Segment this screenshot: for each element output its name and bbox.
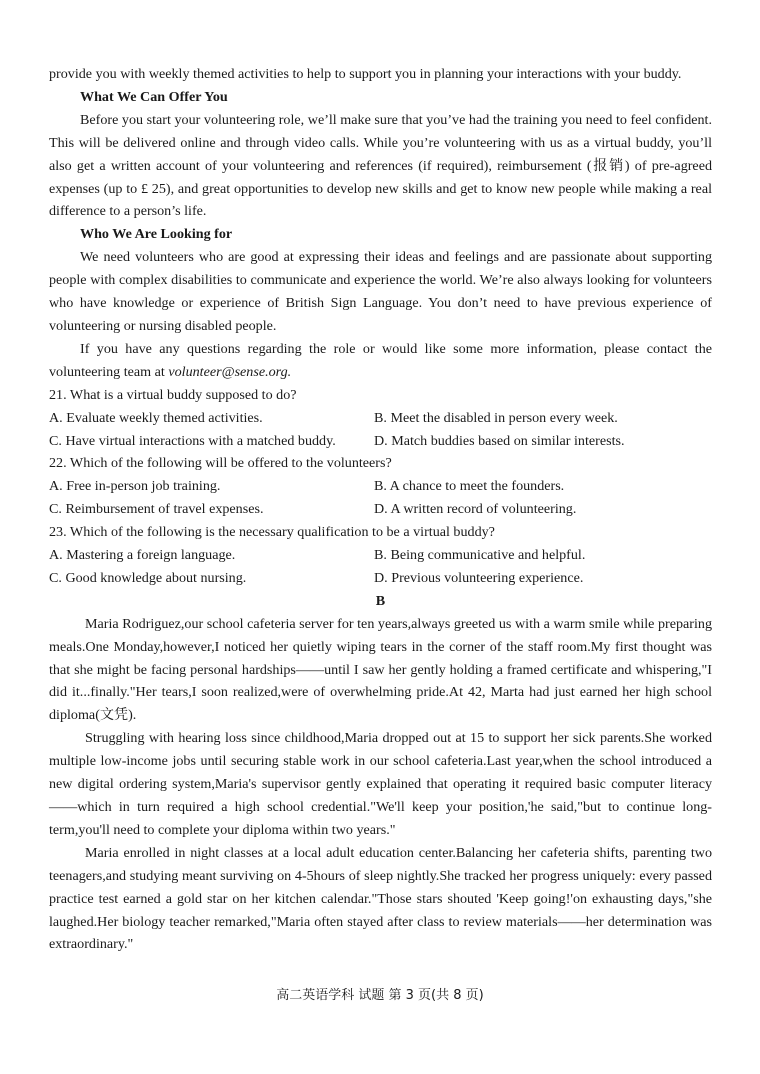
options-row <box>49 544 712 567</box>
passage-b-paragraph-3: Maria enrolled in night classes at a local adult education center.Balancing her cafeteria shifts, parenting two teenagers,and studying meant surviving on 4-5hours of sleep nightly.She tracked her progress uniquely: every passed practice test earned a gold star on her kitchen calendar."Those stars shouted 'Keep going!'on exhausting days,"she laughed.Her biology teacher remarked,"Maria often stayed after class to review materials——her determination was extraordinary." <box>49 844 712 953</box>
section-b-label: B <box>375 592 386 609</box>
question-21 <box>49 384 712 453</box>
option-d: D. Previous volunteering experience. <box>374 569 584 586</box>
offer-heading: What We Can Offer You <box>80 88 228 105</box>
question-23 <box>49 521 712 590</box>
options-row <box>49 475 712 498</box>
question-22 <box>49 452 712 521</box>
question-stem: 23. Which of the following is the necessary qualification to be a virtual buddy? <box>49 524 495 541</box>
options-row <box>49 407 712 430</box>
option-a: A. Free in-person job training. <box>49 478 221 495</box>
option-d: D. A written record of volunteering. <box>374 501 577 518</box>
option-d: D. Match buddies based on similar interests. <box>374 432 625 449</box>
looking-heading: Who We Are Looking for <box>80 226 233 243</box>
intro-paragraph-tail: provide you with weekly themed activities to help to support you in planning your interactions with your buddy. <box>49 66 682 82</box>
question-stem: 21. What is a virtual buddy supposed to do? <box>49 386 297 403</box>
option-a: A. Mastering a foreign language. <box>49 547 236 564</box>
options-row <box>49 567 712 590</box>
options-row <box>49 430 712 453</box>
option-b: B. A chance to meet the founders. <box>374 478 565 495</box>
looking-paragraph: We need volunteers who are good at expressing their ideas and feelings and are passionate about supporting people with complex disabilities to communicate and experience the world. We’re also always looking for volunteers who have knowledge or experience of British Sign Language. You don’t need to have previous experience of volunteering or nursing disabled people. <box>49 249 712 334</box>
offer-paragraph: Before you start your volunteering role, we’ll make sure that you’ve had the training you need to feel confident. This will be delivered online and through video calls. While you’re volunteering with us as a virtual buddy, you’ll also get a written account of your volunteering and references (if required), reimbursement (报销) of pre-agreed expenses (up to £ 25), and great opportunities to develop new skills and get to know new people while making a real difference to a person’s life. <box>49 111 712 220</box>
contact-paragraph <box>49 338 712 384</box>
option-b: B. Meet the disabled in person every week. <box>374 409 618 426</box>
passage-b-paragraph-1: Maria Rodriguez,our school cafeteria server for ten years,always greeted us with a warm smile while preparing meals.One Monday,however,I noticed her quietly wiping tears in the corner of the staff room.My first thought was that she might be facing personal hardships——until I saw her gently holding a framed certificate and whispering,"I did it...finally."Her tears,I soon realized,were of overwhelming pride.At 42, Marta had just earned her high school diploma(文凭). <box>49 615 712 724</box>
page-footer: 高二英语学科 试题 第 3 页(共 8 页) <box>276 988 484 1003</box>
option-c: C. Have virtual interactions with a matched buddy. <box>49 432 336 449</box>
contact-email: volunteer@sense.org. <box>168 363 292 380</box>
passage-b-paragraph-2: Struggling with hearing loss since childhood,Maria dropped out at 15 to support her sick parents.She worked multiple low-income jobs until securing stable work in our school cafeteria.Last year,when the school introduced a new digital ordering system,Maria's supervisor gently explained that operating it required basic computer literacy——which in turn required a high school credential."We'll keep your position,'he said,"but to continue long-term,you'll need to complete your diploma within two years." <box>49 730 712 838</box>
option-b: B. Being communicative and helpful. <box>374 547 586 564</box>
option-a: A. Evaluate weekly themed activities. <box>49 409 263 426</box>
option-c: C. Reimbursement of travel expenses. <box>49 501 264 518</box>
option-c: C. Good knowledge about nursing. <box>49 569 247 586</box>
contact-text: If you have any questions regarding the role or would like some more information, please contact the volunteering team at <box>49 340 712 380</box>
options-row <box>49 498 712 521</box>
question-stem: 22. Which of the following will be offered to the volunteers? <box>49 455 392 472</box>
